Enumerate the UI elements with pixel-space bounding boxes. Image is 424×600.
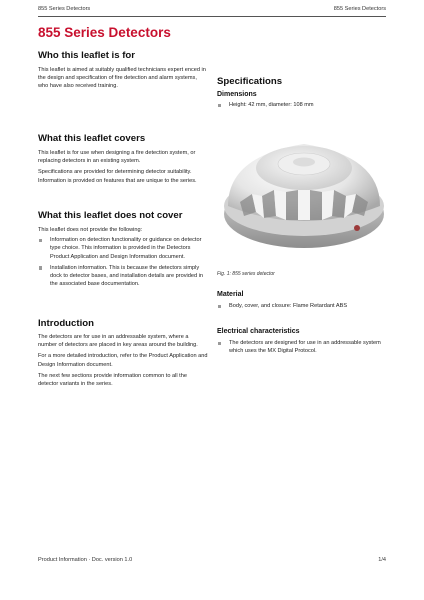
- covers-text-2: Specifications are provided for determining detector suitability. Information is provided on features that are unique to the series.: [38, 169, 197, 184]
- header-rule: [38, 16, 386, 17]
- intro-text-2: For a more detailed introduction, refer to the Product Application and Design Information document.: [38, 353, 208, 368]
- detector-photo: [218, 116, 386, 262]
- section-specifications: [217, 76, 387, 109]
- heading-introduction: Introduction: [38, 318, 94, 329]
- list-item: The detectors are designed for use in an addressable system which uses the MX Digital Protocol.: [217, 339, 387, 355]
- electrical-list: [217, 339, 387, 355]
- page-title: 855 Series Detectors: [38, 25, 171, 40]
- intro-text-3: The next few sections provide information common to all the detector variants in the series.: [38, 372, 187, 388]
- heading-material: Material: [217, 291, 244, 298]
- who-for-text: This leaflet is aimed at suitably qualified technicians expert enced in the design and specification of fire detection and alarm systems, who have also received training.: [38, 67, 206, 90]
- section-introduction: [38, 318, 208, 388]
- figure-caption: [217, 270, 387, 278]
- heading-not-cover: What this leaflet does not cover: [38, 210, 183, 221]
- not-cover-list: [38, 236, 208, 288]
- section-material: [217, 290, 387, 310]
- page-footer: [38, 557, 386, 567]
- list-item: Body, cover, and closure: Flame Retardant ABS: [217, 302, 387, 310]
- heading-dimensions: Dimensions: [217, 91, 257, 98]
- footer-left: Product Information · Doc. version 1.0: [38, 557, 133, 563]
- header-left: 855 Series Detectors: [38, 6, 91, 12]
- list-item: Height: 42 mm, diameter: 108 mm: [217, 101, 387, 109]
- heading-covers: What this leaflet covers: [38, 133, 146, 144]
- heading-electrical: Electrical characteristics: [217, 328, 300, 335]
- list-item: Information on detection functionality or guidance on detector type choice. This information is provided in the Detectors Product Application and Design Information document.: [38, 236, 208, 261]
- not-cover-intro: This leaflet does not provide the following:: [38, 227, 143, 233]
- section-covers: [38, 133, 208, 185]
- dimensions-list: [217, 101, 387, 109]
- header-right: 855 Series Detectors: [333, 6, 386, 12]
- covers-text-1: This leaflet is for use when designing a fire detection system, or replacing detectors in an existing system.: [38, 150, 196, 165]
- section-electrical: [217, 327, 387, 355]
- figure-caption-text: Fig. 1: 855 series detector: [217, 271, 275, 277]
- section-who-for: [38, 50, 208, 91]
- page-header: [38, 6, 386, 16]
- intro-text-1: The detectors are for use in an addressable system, where a number of detectors are placed in key areas around the building.: [38, 334, 198, 349]
- heading-who-for: Who this leaflet is for: [38, 50, 136, 61]
- list-item: Installation information. This is because the detectors simply dock to detector bases, and installation details are provided in the associated base documentation.: [38, 264, 208, 289]
- section-not-cover: [38, 210, 208, 288]
- heading-specifications: Specifications: [217, 76, 283, 87]
- material-list: [217, 302, 387, 310]
- page-number: 1/4: [378, 557, 386, 563]
